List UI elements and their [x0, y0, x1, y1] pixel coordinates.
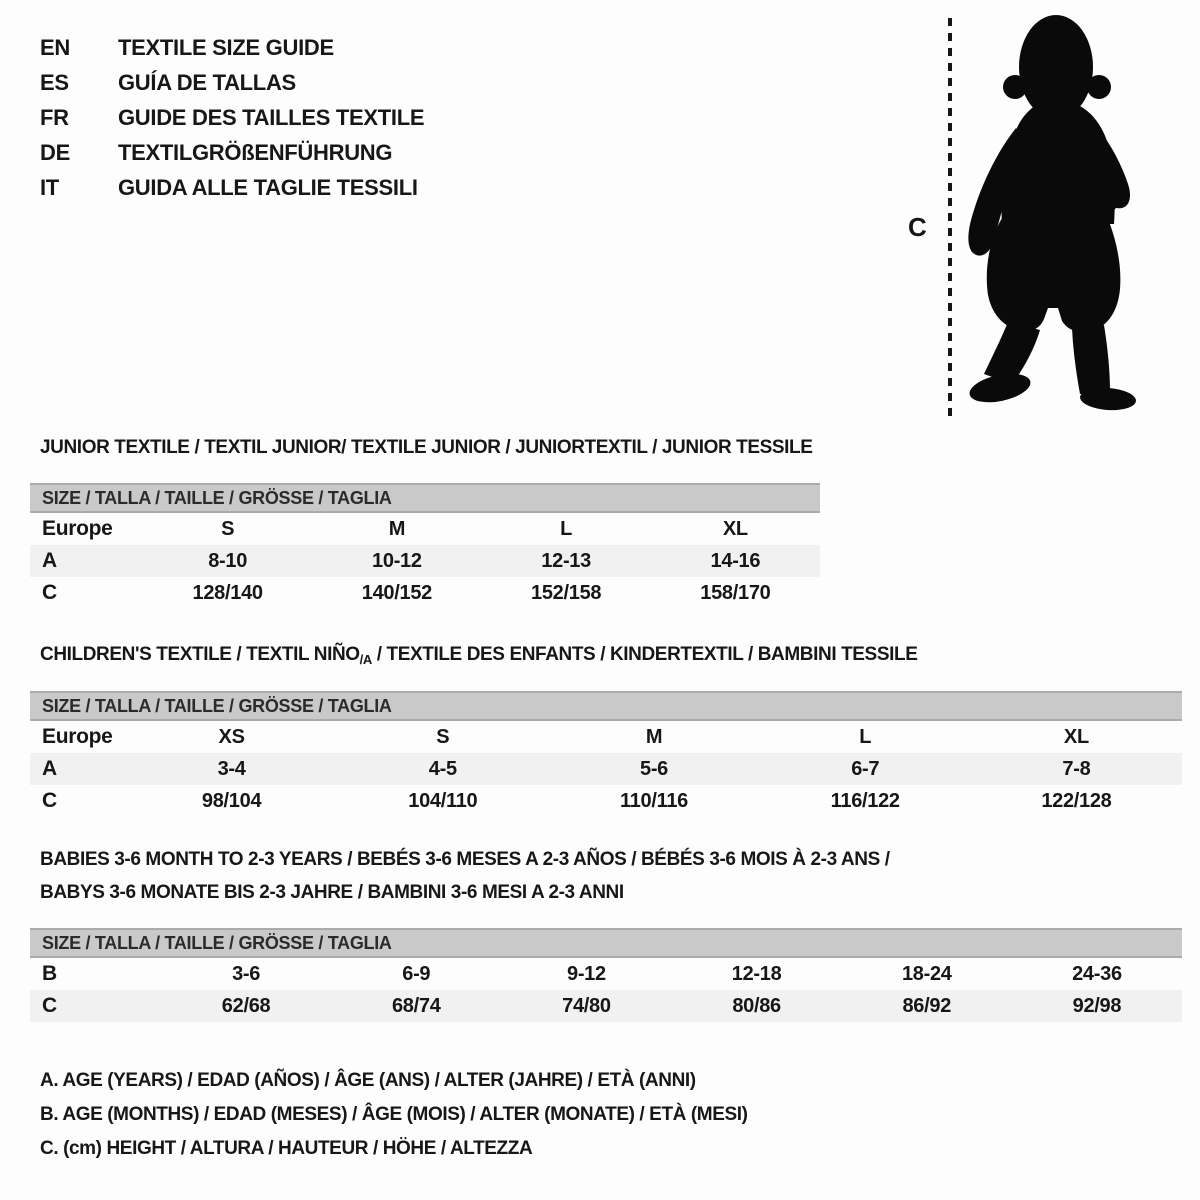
size-header-label: SIZE / TALLA / TAILLE / GRÖSSE / TAGLIA: [42, 932, 392, 953]
legend-age-months: B. AGE (MONTHS) / EDAD (MESES) / ÂGE (MOIS) / ALTER (MONATE) / ETÀ (MESI): [40, 1104, 748, 1125]
size-cell: S: [221, 517, 235, 540]
babies-section-title-line1: BABIES 3-6 MONTH TO 2-3 YEARS / BEBÉS 3-6 MESES A 2-3 AÑOS / BÉBÉS 3-6 MOIS À 2-3 ANS /: [40, 849, 890, 870]
row-label: A: [42, 549, 57, 572]
age-cell: 12-13: [541, 549, 591, 572]
months-cell: 18-24: [901, 962, 952, 985]
table-row-months: [30, 958, 1182, 990]
age-cell: 4-5: [428, 757, 457, 780]
language-row-de: [40, 135, 424, 170]
row-label: B: [42, 962, 57, 985]
row-label: Europe: [42, 517, 113, 540]
table-row-europe: [30, 721, 1182, 753]
age-cell: 6-7: [851, 757, 880, 780]
children-title-main: CHILDREN'S TEXTILE / TEXTIL NIÑO: [40, 644, 360, 665]
size-header-bar: [30, 691, 1182, 721]
row-label: A: [42, 757, 57, 780]
age-cell: 7-8: [1062, 757, 1091, 780]
table-row-height: [30, 785, 1182, 817]
size-cell: XS: [218, 725, 245, 748]
height-cell: 98/104: [201, 789, 262, 812]
table-row-europe: [30, 513, 820, 545]
size-cell: XL: [1063, 725, 1089, 748]
row-label: C: [42, 789, 57, 812]
guide-title-fr: GUIDE DES TAILLES TEXTILE: [118, 104, 425, 130]
baby-silhouette-icon: [960, 12, 1145, 414]
height-cell: 152/158: [531, 581, 602, 604]
months-cell: 9-12: [567, 962, 606, 985]
guide-title-de: TEXTILGRÖßENFÜHRUNG: [118, 139, 393, 165]
height-cell: 140/152: [361, 581, 432, 604]
height-cell: 104/110: [408, 789, 478, 812]
height-cell: 122/128: [1041, 789, 1112, 812]
table-row-age: [30, 545, 820, 577]
height-cell: 74/80: [562, 994, 611, 1017]
height-cell: 158/170: [700, 581, 771, 604]
height-cell: 110/116: [620, 789, 688, 812]
age-cell: 3-4: [217, 757, 246, 780]
babies-section-title-line2: BABYS 3-6 MONATE BIS 2-3 JAHRE / BAMBINI 3-6 MESI A 2-3 ANNI: [40, 882, 624, 903]
height-cell: 68/74: [391, 994, 441, 1017]
size-cell: L: [560, 517, 573, 540]
guide-title-en: TEXTILE SIZE GUIDE: [118, 34, 334, 60]
babies-size-table: [30, 928, 1182, 1022]
language-code: ES: [40, 69, 69, 95]
height-measure-label: C: [908, 212, 927, 242]
table-row-age: [30, 753, 1182, 785]
language-row-en: [40, 30, 424, 65]
size-cell: M: [645, 725, 663, 748]
age-cell: 14-16: [710, 549, 761, 572]
size-header-bar: [30, 483, 820, 513]
legend-height-cm: C. (cm) HEIGHT / ALTURA / HAUTEUR / HÖHE / ALTEZZA: [40, 1138, 533, 1159]
height-cell: 92/98: [1072, 994, 1122, 1017]
months-cell: 24-36: [1072, 962, 1122, 985]
size-cell: L: [859, 725, 872, 748]
table-row-height: [30, 990, 1182, 1022]
age-cell: 5-6: [640, 757, 669, 780]
size-header-bar: [30, 928, 1182, 958]
height-cell: 116/122: [830, 789, 900, 812]
junior-size-table: [30, 483, 820, 609]
legend-age-years: A. AGE (YEARS) / EDAD (AÑOS) / ÂGE (ANS) / ALTER (JAHRE) / ETÀ (ANNI): [40, 1070, 696, 1091]
children-title-rest: / TEXTILE DES ENFANTS / KINDERTEXTIL / BAMBINI TESSILE: [371, 644, 918, 665]
row-label: Europe: [42, 725, 113, 748]
age-cell: 8-10: [208, 549, 248, 572]
months-cell: 3-6: [232, 962, 261, 985]
height-dashed-line: [948, 18, 952, 416]
language-list: [40, 30, 424, 205]
months-cell: 6-9: [402, 962, 431, 985]
language-code: FR: [40, 104, 69, 130]
language-row-es: [40, 65, 424, 100]
age-cell: 10-12: [372, 549, 422, 572]
size-cell: XL: [722, 517, 748, 540]
language-code: IT: [40, 174, 59, 200]
size-cell: S: [436, 725, 450, 748]
size-cell: M: [388, 517, 406, 540]
table-row-height: [30, 577, 820, 609]
size-header-label: SIZE / TALLA / TAILLE / GRÖSSE / TAGLIA: [42, 487, 392, 508]
height-cell: 128/140: [192, 581, 263, 604]
size-header-label: SIZE / TALLA / TAILLE / GRÖSSE / TAGLIA: [42, 695, 392, 716]
language-row-it: [40, 170, 424, 205]
children-title-sub: /A: [359, 652, 372, 667]
language-code: EN: [40, 34, 70, 60]
row-label: C: [42, 994, 57, 1017]
guide-title-it: GUIDA ALLE TAGLIE TESSILI: [118, 174, 418, 200]
language-row-fr: [40, 100, 424, 135]
height-cell: 80/86: [732, 994, 781, 1017]
guide-title-es: GUÍA DE TALLAS: [118, 69, 296, 95]
children-section-title: [40, 644, 917, 666]
junior-section-title: JUNIOR TEXTILE / TEXTIL JUNIOR/ TEXTILE JUNIOR / JUNIORTEXTIL / JUNIOR TESSILE: [40, 437, 813, 458]
language-code: DE: [40, 139, 70, 165]
height-cell: 86/92: [902, 994, 952, 1017]
children-size-table: [30, 691, 1182, 817]
height-cell: 62/68: [221, 994, 271, 1017]
months-cell: 12-18: [731, 962, 782, 985]
row-label: C: [42, 581, 57, 604]
